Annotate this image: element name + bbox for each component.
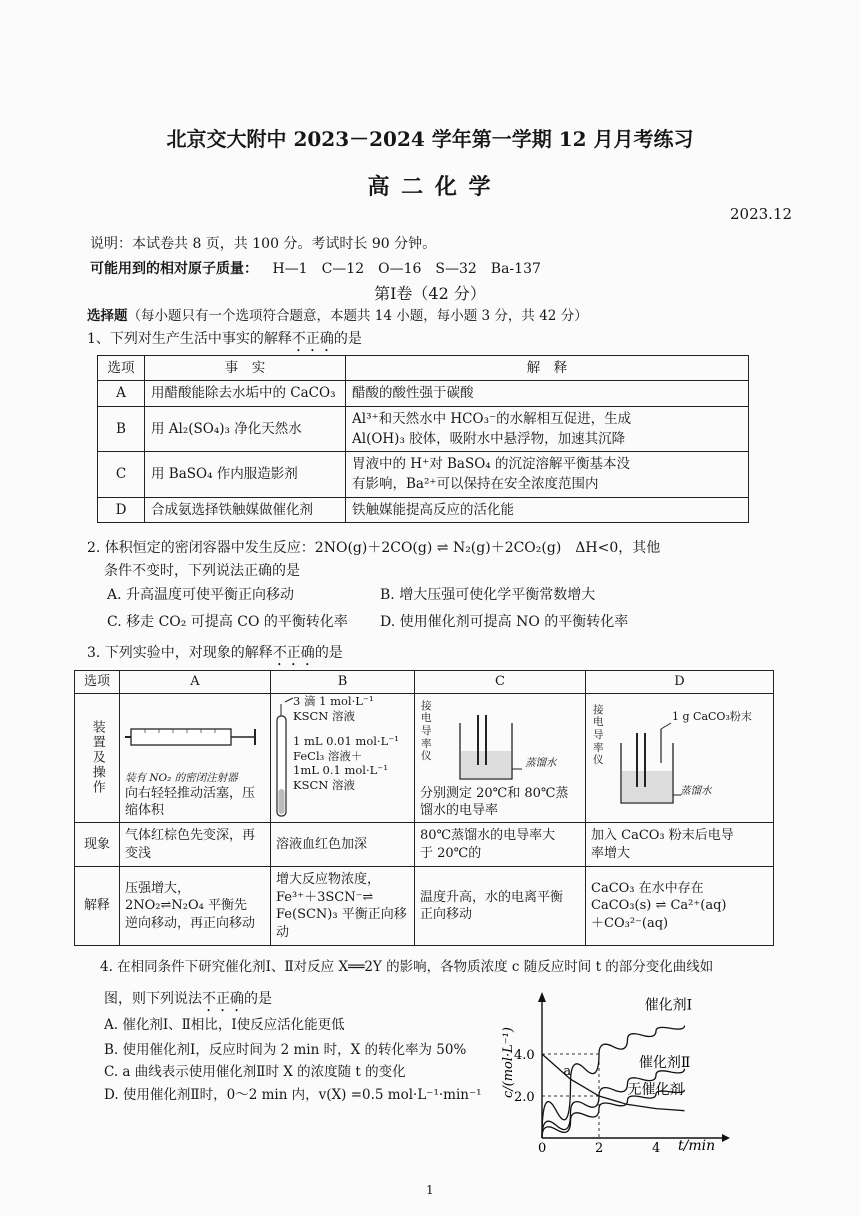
q3-phen-b: 溶液血红色加深 xyxy=(271,822,415,866)
q4-option-a: A. 催化剂Ⅰ、Ⅱ相比，Ⅰ使反应活化能更低 xyxy=(104,1017,345,1033)
q3-exp-d: CaCO₃ 在水中存在 CaCO₃(s) ⇌ Ca²⁺(aq) ＋CO₃²⁻(aq) xyxy=(586,867,774,946)
solution xyxy=(279,789,285,814)
q3-table xyxy=(74,670,774,946)
table-row xyxy=(75,671,774,694)
choice-label: 选择题 xyxy=(87,308,128,324)
q1-header-explain: 解 释 xyxy=(346,356,749,381)
q3-stem-text: 3. 下列实验中，对现象的解释 xyxy=(87,645,273,661)
y-tick-4: 4.0 xyxy=(514,1048,535,1063)
x-tick-0: 0 xyxy=(538,1141,547,1155)
masses-label: 可能用到的相对原子质量： xyxy=(90,261,258,277)
q1-stem xyxy=(87,328,362,355)
q3-c-operation: 分别测定 20℃和 80℃蒸 馏水的电导率 xyxy=(420,785,569,819)
atomic-masses xyxy=(90,258,541,278)
q2-stem-line1: 2. 体积恒定的密闭容器中发生反应：2NO(g)＋2CO(g) ⇌ N₂(g)＋2CO₂(g) ΔH<0，其他 xyxy=(87,540,661,556)
x-tick-4: 4 xyxy=(652,1141,661,1155)
water xyxy=(622,771,672,802)
q1-table xyxy=(97,355,749,523)
q2-option-c: C. 移走 CO₂ 可提高 CO 的平衡转化率 xyxy=(107,614,348,630)
x-axis-label: t/min xyxy=(678,1138,716,1154)
q3-header-d: D xyxy=(586,671,774,694)
c-meter-label: 接电导率仪 xyxy=(421,699,432,763)
table-row xyxy=(98,452,749,498)
exam-date: 2023.12 xyxy=(730,205,793,223)
q3-exp-a: 压强增大， 2NO₂⇌N₂O₄ 平衡先 逆向移动，再正向移动 xyxy=(120,867,271,946)
syringe-barrel xyxy=(131,729,231,745)
q2-stem-line2: 条件不变时，下列说法正确的是 xyxy=(104,563,300,579)
q1-fact: 合成氨选择铁触媒做催化剂 xyxy=(145,497,346,522)
q3-row-phenomenon: 现象 xyxy=(75,822,120,866)
pointer-line xyxy=(661,723,671,729)
pointer-line xyxy=(285,698,293,702)
beaker-diagram-c xyxy=(420,705,570,785)
d-water-label: 蒸馏水 xyxy=(680,784,712,797)
q3-exp-b: 增大反应物浓度， Fe³⁺＋3SCN⁻⇌ Fe(SCN)₃ 平衡正向移 动 xyxy=(271,867,415,946)
d-powder-label: 1 g CaCO₃粉末 xyxy=(672,709,752,723)
q1-stem-text: 1、下列对生产生活中事实的解释 xyxy=(87,331,292,347)
curve-catalyst-2 xyxy=(542,1069,685,1138)
q4-stem-line2 xyxy=(104,988,272,1015)
b-label-5: 1mL 0.1 mol·L⁻¹ xyxy=(293,763,388,778)
table-row xyxy=(98,497,749,522)
q3-setup-a xyxy=(120,693,271,822)
page-number: 1 xyxy=(426,1183,434,1197)
q3-a-operation: 向右轻轻推动活塞，压 缩体积 xyxy=(125,785,256,819)
q2-option-b: B. 增大压强可使化学平衡常数增大 xyxy=(380,587,596,603)
series-label-no-catalyst: 无催化剂 xyxy=(627,1081,684,1098)
q4-option-d: D. 使用催化剂Ⅱ时，0～2 min 内，v(X) =0.5 mol·L⁻¹·min⁻¹ xyxy=(104,1087,482,1103)
syringe-label: 装有 NO₂ 的密闭注射器 xyxy=(125,771,238,784)
q4-stem-line1: 4. 在相同条件下研究催化剂Ⅰ、Ⅱ对反应 X══2Y 的影响，各物质浓度 c 随反应时间 t 的部分变化曲线如 xyxy=(100,959,714,975)
q1-opt: C xyxy=(98,452,145,498)
q3-header-b: B xyxy=(271,671,415,694)
q1-explain-line: 有影响，Ba²⁺可以保持在安全浓度范围内 xyxy=(352,476,599,493)
table-row xyxy=(75,822,774,866)
y-axis-arrow xyxy=(538,992,546,1002)
exam-title: 北京交大附中 2023－2024 学年第一学期 12 月月考练习 xyxy=(166,127,694,151)
table-row xyxy=(75,867,774,946)
section-title: 第Ⅰ卷（42 分） xyxy=(374,284,486,303)
subject-title: 高 二 化 学 xyxy=(367,174,493,200)
y-tick-2: 2.0 xyxy=(514,1090,535,1105)
x-tick-2: 2 xyxy=(595,1141,604,1155)
q1-fact: 用 Al₂(SO₄)₃ 净化天然水 xyxy=(145,406,346,452)
q1-explain-line: Al³⁺和天然水中 HCO₃⁻的水解相互促进，生成 xyxy=(352,410,632,427)
q2-option-a: A. 升高温度可使平衡正向移动 xyxy=(107,587,295,603)
choice-desc: （每小题只有一个选项符合题意，本题共 14 小题，每小题 3 分，共 42 分） xyxy=(127,308,588,324)
q1-explain xyxy=(346,452,749,498)
q3-b-labels xyxy=(293,694,399,794)
table-row xyxy=(98,356,749,381)
series-label-catalyst-2: 催化剂Ⅱ xyxy=(638,1054,691,1071)
b-label-2: KSCN 溶液 xyxy=(293,708,355,723)
b-label-1: 3 滴 1 mol·L⁻¹ xyxy=(293,693,374,708)
q4-concentration-chart xyxy=(490,990,740,1155)
q3-header-c: C xyxy=(415,671,586,694)
q1-explain: 铁触媒能提高反应的活化能 xyxy=(346,497,749,522)
q4-option-c: C. a 曲线表示使用催化剂Ⅱ时 X 的浓度随 t 的变化 xyxy=(104,1064,406,1080)
table-row xyxy=(75,693,774,822)
q1-explain: 醋酸的酸性强于碳酸 xyxy=(346,381,749,406)
q1-opt: D xyxy=(98,497,145,522)
q1-emphasis: 不正确 xyxy=(291,331,334,347)
q4-stem-text: 图，则下列说法 xyxy=(104,991,202,1007)
q3-setup-d xyxy=(586,693,774,822)
b-label-6: KSCN 溶液 xyxy=(293,778,355,793)
q1-fact: 用醋酸能除去水垢中的 CaCO₃ xyxy=(145,381,346,406)
q3-setup-c xyxy=(415,693,586,822)
q1-fact: 用 BaSO₄ 作内服造影剂 xyxy=(145,452,346,498)
q1-header-option: 选项 xyxy=(98,356,145,381)
masses-values: H—1 C—12 O—16 S—32 Ba-137 xyxy=(272,261,541,277)
q3-emphasis: 不正确 xyxy=(272,645,315,661)
q1-opt: A xyxy=(98,381,145,406)
series-label-catalyst-1: 催化剂Ⅰ xyxy=(644,997,693,1014)
q3-phen-a: 气体红棕色先变深，再 变浅 xyxy=(120,822,271,866)
d-meter-label: 接电导率仪 xyxy=(593,703,604,767)
syringe-diagram xyxy=(125,711,261,771)
choice-instructions xyxy=(87,304,588,324)
q3-header-a: A xyxy=(120,671,271,694)
y-axis-label: c/(mol·L⁻¹) xyxy=(501,1027,516,1098)
b-label-4: FeCl₃ 溶液＋ xyxy=(293,748,363,763)
q3-exp-c: 温度升高，水的电离平衡 正向移动 xyxy=(415,867,586,946)
exam-note: 说明：本试卷共 8 页，共 100 分。考试时长 90 分钟。 xyxy=(90,236,437,252)
q3-phen-d: 加入 CaCO₃ 粉末后电导 率增大 xyxy=(586,822,774,866)
q1-opt: B xyxy=(98,406,145,452)
x-axis-arrow xyxy=(722,1134,730,1142)
q3-row-explanation: 解释 xyxy=(75,867,120,946)
q3-row-setup: 装置及操作 xyxy=(75,693,120,822)
q4-stem-end: 的是 xyxy=(244,991,272,1007)
q3-phen-c: 80℃蒸馏水的电导率大 于 20℃的 xyxy=(415,822,586,866)
b-label-3: 1 mL 0.01 mol·L⁻¹ xyxy=(293,733,399,748)
c-water-label: 蒸馏水 xyxy=(525,756,557,769)
curve-a-label: a xyxy=(563,1063,572,1079)
q3-header-option: 选项 xyxy=(75,671,120,694)
q1-header-fact: 事 实 xyxy=(145,356,346,381)
q4-option-b: B. 使用催化剂Ⅰ，反应时间为 2 min 时，X 的转化率为 50% xyxy=(104,1042,467,1058)
q1-explain-line: 胃液中的 H⁺对 BaSO₄ 的沉淀溶解平衡基本没 xyxy=(352,456,630,472)
q2-option-d: D. 使用催化剂可提高 NO 的平衡转化率 xyxy=(380,614,629,630)
q1-explain xyxy=(346,406,749,452)
table-row xyxy=(98,381,749,406)
table-row xyxy=(98,406,749,452)
q3-stem-end: 的是 xyxy=(314,645,343,661)
q1-stem-end: 的是 xyxy=(333,331,362,347)
q4-emphasis: 不正确 xyxy=(202,991,244,1007)
q3-stem xyxy=(87,642,343,669)
q3-setup-b xyxy=(271,693,415,822)
q1-explain-line: Al(OH)₃ 胶体，吸附水中悬浮物，加速其沉降 xyxy=(352,430,626,447)
